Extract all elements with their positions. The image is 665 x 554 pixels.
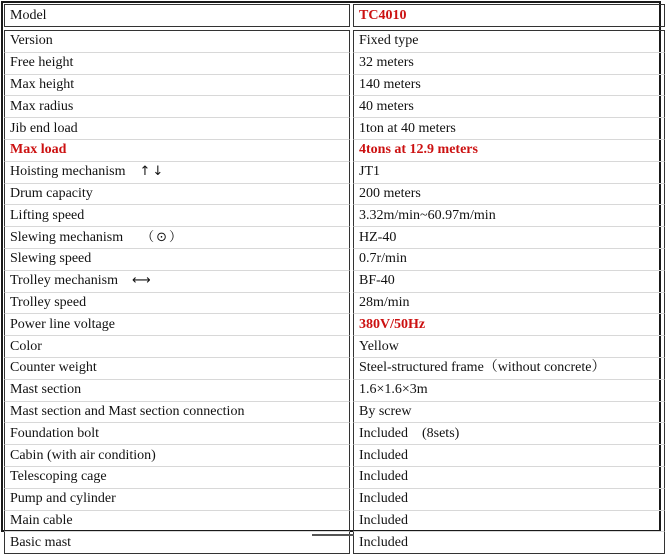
spec-value: 4tons at 12.9 meters	[353, 140, 665, 162]
spec-value: 200 meters	[353, 184, 665, 206]
header-row	[4, 4, 665, 27]
spec-label	[4, 511, 350, 533]
spec-row	[4, 227, 665, 249]
header-model-value: TC4010	[353, 4, 665, 27]
up-down-arrows-icon: ↑↓	[139, 164, 166, 180]
spec-row	[4, 140, 665, 162]
spec-label	[4, 336, 350, 358]
spec-value: 1ton at 40 meters	[353, 118, 665, 140]
spec-label-text: Jib end load	[10, 120, 78, 136]
spec-row	[4, 271, 665, 293]
spec-row	[4, 445, 665, 467]
spec-row	[4, 53, 665, 75]
spec-label-text: Mast section and Mast section connection	[10, 403, 245, 419]
spec-value: 40 meters	[353, 96, 665, 118]
spec-row	[4, 489, 665, 511]
spec-label-text: Drum capacity	[10, 185, 93, 201]
spec-value: Yellow	[353, 336, 665, 358]
spec-label	[4, 380, 350, 402]
spec-row	[4, 118, 665, 140]
spec-label-text: Color	[10, 338, 42, 354]
spec-header-table	[4, 4, 665, 27]
spec-label	[4, 532, 350, 554]
spec-row	[4, 511, 665, 533]
spec-label-text: Max height	[10, 76, 75, 92]
spec-value: JT1	[353, 162, 665, 184]
spec-row	[4, 380, 665, 402]
spec-label	[4, 445, 350, 467]
header-model-label: Model	[4, 4, 350, 27]
spec-label-text: Max radius	[10, 98, 74, 114]
spec-value: 28m/min	[353, 293, 665, 315]
spec-label	[4, 96, 350, 118]
spec-label-text: Lifting speed	[10, 207, 85, 223]
spec-row	[4, 467, 665, 489]
circle-dot-icon: （⊙）	[141, 229, 185, 245]
spec-value: 380V/50Hz	[353, 314, 665, 336]
spec-label	[4, 402, 350, 424]
spec-label-text: Free height	[10, 55, 74, 71]
spec-label	[4, 53, 350, 75]
spec-label	[4, 423, 350, 445]
spec-label-text: Slewing mechanism	[10, 229, 124, 245]
spec-label	[4, 293, 350, 315]
left-right-arrow-icon: ⟷	[131, 273, 153, 289]
spec-label	[4, 184, 350, 206]
spec-label-text: Slewing speed	[10, 251, 92, 267]
spec-row	[4, 205, 665, 227]
spec-label-text: Power line voltage	[10, 316, 115, 332]
spec-value: Fixed type	[353, 30, 665, 53]
spec-row	[4, 75, 665, 97]
spec-row	[4, 293, 665, 315]
spec-label	[4, 314, 350, 336]
spec-value: 32 meters	[353, 53, 665, 75]
spec-value: Included	[353, 445, 665, 467]
spec-label	[4, 467, 350, 489]
spec-row	[4, 314, 665, 336]
spec-value: 140 meters	[353, 75, 665, 97]
spec-row	[4, 423, 665, 445]
spec-value: Steel-structured frame（without concrete）	[353, 358, 665, 380]
spec-value: BF-40	[353, 271, 665, 293]
spec-label-text: Version	[10, 33, 53, 49]
spec-label	[4, 30, 350, 53]
spec-value: Included	[353, 489, 665, 511]
spec-label	[4, 271, 350, 293]
spec-label	[4, 358, 350, 380]
spec-label-text: Pump and cylinder	[10, 491, 116, 507]
spec-body-table	[4, 30, 665, 554]
spec-row	[4, 184, 665, 206]
spec-label	[4, 227, 350, 249]
spec-row	[4, 96, 665, 118]
spec-label-text: Foundation bolt	[10, 425, 100, 441]
spec-row	[4, 30, 665, 53]
spec-label	[4, 118, 350, 140]
spec-value: HZ-40	[353, 227, 665, 249]
spec-value: 0.7r/min	[353, 249, 665, 271]
spec-value: 1.6×1.6×3m	[353, 380, 665, 402]
spec-label-text: Main cable	[10, 512, 73, 528]
spec-label-text: Telescoping cage	[10, 469, 107, 485]
spec-label-text: Cabin (with air condition)	[10, 447, 156, 463]
spec-rows	[4, 30, 665, 554]
spec-row	[4, 249, 665, 271]
spec-label	[4, 162, 350, 184]
spec-label	[4, 249, 350, 271]
spec-label-text: Hoisting mechanism	[10, 164, 126, 180]
spec-row	[4, 162, 665, 184]
spec-value: 3.32m/min~60.97m/min	[353, 205, 665, 227]
spec-value: Included	[353, 467, 665, 489]
spec-label	[4, 140, 350, 162]
spec-label	[4, 205, 350, 227]
spec-row	[4, 402, 665, 424]
spec-label-text: Max load	[10, 142, 67, 158]
spec-label-text: Basic mast	[10, 534, 72, 550]
spec-value: Included	[353, 532, 665, 554]
spec-label-text: Mast section	[10, 382, 82, 398]
spec-label	[4, 489, 350, 511]
spec-label-text: Trolley mechanism	[10, 273, 118, 289]
spec-label-text: Trolley speed	[10, 294, 87, 310]
spec-label-text: Counter weight	[10, 360, 97, 376]
spec-row	[4, 336, 665, 358]
spec-value: Included (8sets)	[353, 423, 665, 445]
spec-value: Included	[353, 511, 665, 533]
spec-value: By screw	[353, 402, 665, 424]
spec-label	[4, 75, 350, 97]
spec-row	[4, 358, 665, 380]
footer-divider	[312, 534, 354, 536]
